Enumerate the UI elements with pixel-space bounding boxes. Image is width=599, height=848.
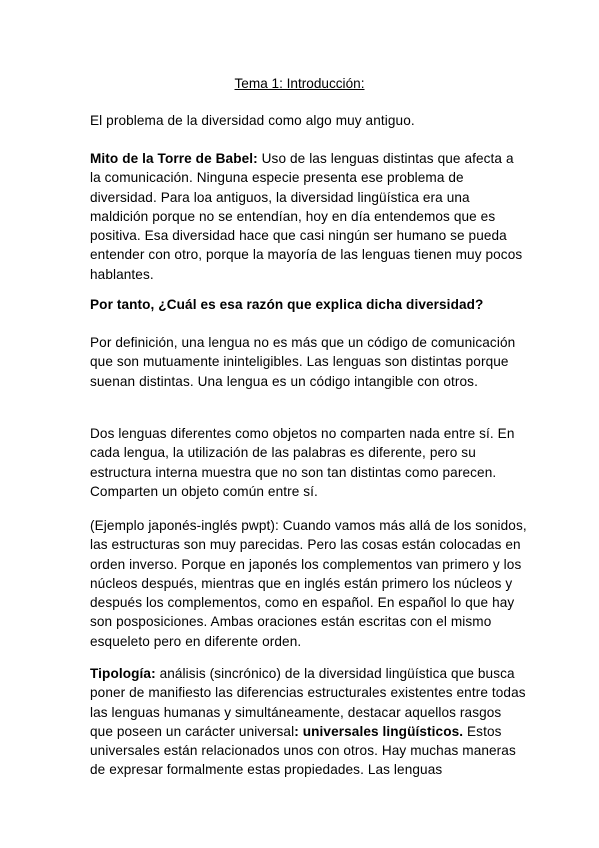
paragraph-example: (Ejemplo japonés-inglés pwpt): Cuando vamos más allá de los sonidos, las estructuras son muy parecidas. Pero las cosas están colocadas en orden inverso. Porque en japonés los complementos van primero y los núcleos después, mientras que en inglés están primero los núcleos y después los complementos, como en español. En español lo que hay son posposiciones. Ambas oraciones están escritas con el mismo esqueleto pero en diferente orden. (90, 518, 527, 649)
typology-tail: Estos universales están relacionados unos con otros. Hay muchas maneras de expresar formalmente estas propiedades. Las lenguas (90, 723, 516, 778)
babel-heading: Mito de la Torre de Babel: (90, 151, 258, 166)
typology-colon: : (294, 723, 299, 739)
paragraph-definition: Por definición, una lengua no es más que un código de comunicación que son mutuamente ininteligibles. Las lenguas son distintas porque suenan distintas. Una lengua es un código intangible con otros. (90, 335, 516, 389)
paragraph-typology (90, 664, 528, 780)
paragraph-comparison: Dos lenguas diferentes como objetos no comparten nada entre sí. En cada lengua, la utilización de las palabras es diferente, pero su estructura interna muestra que no son tan distintas como parecen. Comparten un objeto común entre sí. (90, 426, 515, 499)
paragraph-question (90, 295, 528, 314)
question-heading: Por tanto, ¿Cuál es esa razón que explica dicha diversidad? (90, 297, 484, 312)
paragraph-babel (90, 149, 528, 284)
paragraph-intro: El problema de la diversidad como algo muy antiguo. (90, 113, 415, 128)
page-title: Tema 1: Introducción: (234, 76, 365, 91)
typology-text: análisis (sincrónico) de la diversidad lingüística que busca poner de manifiesto las diferencias estructurales existentes entre todas las lenguas humanas y simultáneamente, destacar aquellos rasgos que poseen un carácter universal (90, 666, 526, 739)
universals-term: universales lingüísticos. (298, 723, 464, 739)
babel-text: Uso de las lenguas distintas que afecta a la comunicación. Ninguna especie presenta ese problema de diversidad. Para loa antiguos, la diversidad lingüística era una maldición porque no se entendían, hoy en día entendemos que es positiva. Esa diversidad hace que casi ningún ser humano se pueda entender con otro, porque la mayoría de las lenguas tienen muy pocos hablantes. (90, 151, 523, 282)
typology-heading: Tipología: (90, 666, 156, 681)
